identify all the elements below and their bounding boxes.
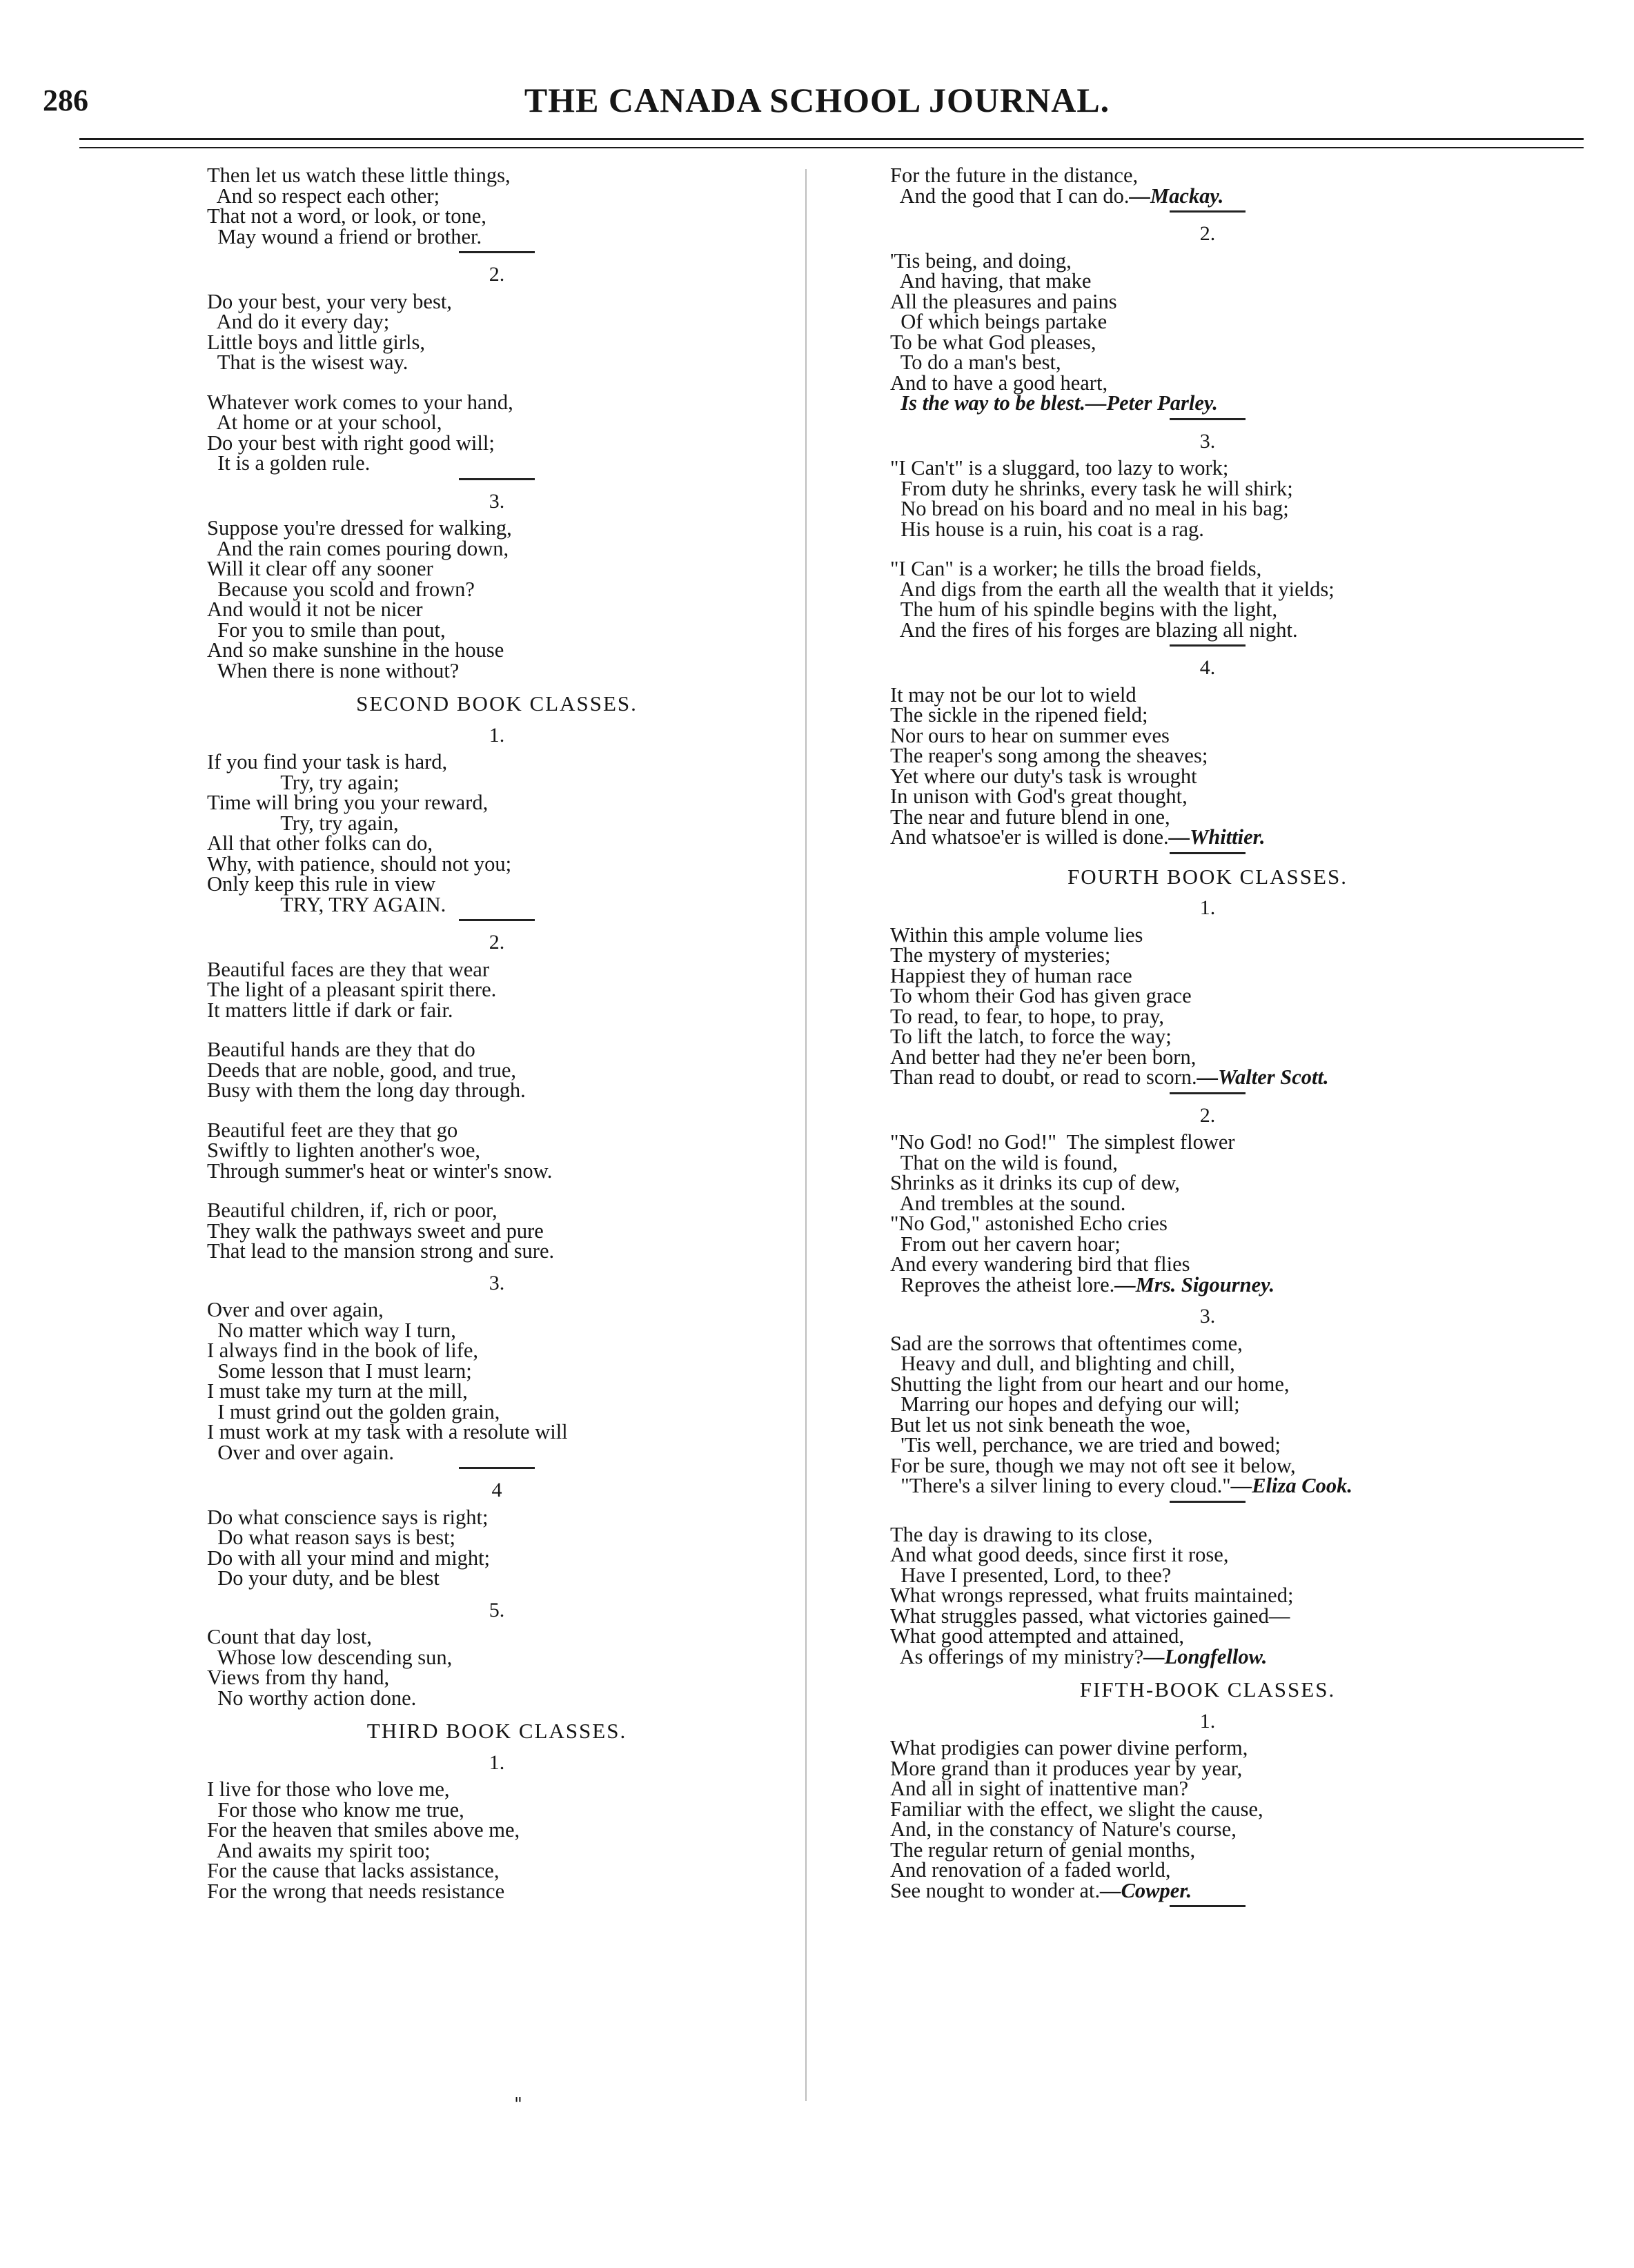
poem-line-with-attribution <box>890 1878 1525 1902</box>
poem-line: The day is drawing to its close, <box>890 1522 1153 1546</box>
section-heading-fourth-book: FOURTH BOOK CLASSES. <box>1067 864 1348 889</box>
poem-stanza <box>207 752 787 915</box>
poem-line: Of which beings partake <box>890 310 1108 333</box>
poem-line: From out her cavern hoar; <box>890 1232 1121 1256</box>
poem-line: What struggles passed, what victories gained— <box>890 1604 1290 1628</box>
poem-line: 'Tis being, and doing, <box>890 248 1072 273</box>
poem-line: And better had they ne'er been born, <box>890 1045 1197 1069</box>
poem-line: To whom their God has given grace <box>890 984 1192 1007</box>
poem-line: The light of a pleasant spirit there. <box>207 978 497 1001</box>
section-heading-second-book: SECOND BOOK CLASSES. <box>356 691 638 716</box>
attribution: —Longfellow. <box>1143 1644 1268 1668</box>
page-number: 286 <box>43 83 88 117</box>
poem-line: For be sure, though we may not oft see it below, <box>890 1453 1296 1477</box>
poem-stanza <box>207 1505 787 1590</box>
attribution: —Peter Parley. <box>1085 391 1218 415</box>
poem-line: What prodigies can power divine perform, <box>890 1736 1248 1759</box>
poem-line: And so respect each other; <box>207 184 440 208</box>
poem-line: All the pleasures and pains <box>890 289 1117 313</box>
poem-line: And the fires of his forges are blazing all night. <box>890 618 1298 642</box>
separator-rule <box>459 478 535 480</box>
poem-line: Happiest they of human race <box>890 963 1132 987</box>
poem-line: Beautiful faces are they that wear <box>207 957 489 981</box>
poem-stanza <box>890 1331 1525 1477</box>
poem-line: But let us not sink beneath the woe, <box>890 1412 1191 1437</box>
poem-line: I always find in the book of life, <box>207 1339 479 1362</box>
poem-line: And whatsoe'er is willed is done. <box>890 825 1169 849</box>
attribution: —Eliza Cook. <box>1230 1474 1352 1497</box>
left-column <box>207 166 787 1902</box>
poem-line: Whatever work comes to your hand, <box>207 390 513 414</box>
poem-line: And awaits my spirit too; <box>207 1838 431 1862</box>
poem-line: Some lesson that I must learn; <box>207 1359 472 1383</box>
poem-line: What wrongs repressed, what fruits maintained; <box>890 1584 1294 1607</box>
poem-stanza <box>207 1040 787 1101</box>
poem-line-with-attribution <box>890 1476 1525 1497</box>
poem-line: That lead to the mansion strong and sure. <box>207 1239 555 1263</box>
journal-title: THE CANADA SCHOOL JOURNAL. <box>524 81 1110 119</box>
poem-line: Try, try again, <box>207 811 399 835</box>
poem-line: No matter which way I turn, <box>207 1318 456 1342</box>
poem-stanza <box>890 1522 1525 1648</box>
poem-line: Try, try again; <box>207 770 400 794</box>
poem-line: From duty he shrinks, every task he will shirk; <box>890 476 1293 500</box>
poem-line: "I Can't" is a sluggard, too lazy to work; <box>890 456 1229 480</box>
poem-line: Do what conscience says is right; <box>207 1505 489 1529</box>
poem-line: Suppose you're dressed for walking, <box>207 516 512 540</box>
poem-line: Only keep this rule in view <box>207 872 436 896</box>
poem-line: And what good deeds, since first it rose, <box>890 1543 1229 1566</box>
poem-line: Through summer's heat or winter's snow. <box>207 1158 553 1183</box>
poem-stanza <box>890 166 1525 206</box>
poem-line: To lift the latch, to force the way; <box>890 1025 1172 1048</box>
poem-line: It is a golden rule. <box>207 451 371 475</box>
poem-line: And so make sunshine in the house <box>207 638 504 662</box>
poem-line: Do your duty, and be blest <box>207 1566 440 1590</box>
poem-stanza <box>890 1132 1525 1275</box>
poem-line: Is the way to be blest. <box>890 391 1085 415</box>
poem-stanza <box>207 1118 787 1183</box>
poem-stanza <box>207 166 787 247</box>
poem-line: I must take my turn at the mill, <box>207 1379 468 1403</box>
poem-number: 3. <box>489 489 505 513</box>
poem-line: For those who know me true, <box>207 1797 464 1822</box>
separator-rule <box>1170 1905 1246 1907</box>
poem-stanza <box>207 957 787 1022</box>
poem-line: Within this ample volume lies <box>890 923 1143 947</box>
poem-line: Whose low descending sun, <box>207 1645 453 1669</box>
poem-line: Do your best with right good will; <box>207 431 495 455</box>
poem-line-with-attribution <box>890 1272 1525 1296</box>
poem-line: I must grind out the golden grain, <box>207 1399 500 1423</box>
poem-line: To be what God pleases, <box>890 330 1096 354</box>
poem-line: That on the wild is found, <box>890 1150 1118 1174</box>
poem-number: 2. <box>489 263 505 286</box>
poem-number: 2. <box>1199 222 1216 245</box>
poem-line: See nought to wonder at. <box>890 1878 1101 1902</box>
poem-line: And would it not be nicer <box>207 598 423 621</box>
poem-line: Heavy and dull, and blighting and chill, <box>890 1352 1235 1375</box>
poem-line: At home or at your school, <box>207 411 442 434</box>
poem-line: That is the wisest way. <box>207 351 408 374</box>
poem-line: For the heaven that smiles above me, <box>207 1818 520 1842</box>
poem-stanza <box>207 1300 787 1463</box>
poem-line: Swiftly to lighten another's woe, <box>207 1138 481 1162</box>
poem-line-with-attribution <box>890 1067 1525 1088</box>
column-divider <box>805 169 807 2101</box>
poem-number: 5. <box>489 1598 505 1621</box>
poem-stanza <box>890 682 1525 829</box>
attribution: —Mrs. Sigourney. <box>1114 1272 1275 1296</box>
poem-line: "No God! no God!" The simplest flower <box>890 1130 1235 1154</box>
poem-line: The regular return of genial months, <box>890 1837 1196 1862</box>
poem-number: 2. <box>489 931 505 954</box>
poem-number: 4 <box>491 1479 502 1501</box>
poem-line: Have I presented, Lord, to thee? <box>890 1563 1172 1587</box>
poem-number: 4. <box>1199 656 1216 679</box>
poem-line: Do what reason says is best; <box>207 1526 456 1549</box>
poem-number: 1. <box>489 723 505 747</box>
poem-line: More grand than it produces year by year, <box>890 1756 1243 1780</box>
separator-rule <box>459 251 535 253</box>
poem-line: Marring our hopes and defying our will; <box>890 1392 1240 1416</box>
separator-rule <box>1170 1501 1246 1503</box>
poem-line: "There's a silver lining to every cloud." <box>890 1474 1231 1497</box>
poem-line: The sickle in the ripened field; <box>890 703 1148 727</box>
separator-rule <box>1170 210 1246 213</box>
poem-number: 1. <box>1199 1709 1216 1733</box>
poem-line: Shutting the light from our heart and our home, <box>890 1372 1290 1396</box>
separator-rule <box>459 919 535 921</box>
poem-line: Do your best, your very best, <box>207 289 452 313</box>
separator-rule <box>1170 418 1246 420</box>
poem-line: And trembles at the sound. <box>890 1191 1126 1215</box>
poem-line: For the future in the distance, <box>890 164 1139 187</box>
poem-line: Will it clear off any sooner <box>207 557 433 580</box>
attribution: —Walter Scott. <box>1197 1065 1329 1089</box>
poem-stanza <box>207 390 787 475</box>
poem-line: To read, to fear, to hope, to pray, <box>890 1004 1164 1028</box>
poem-stanza <box>890 925 1525 1068</box>
poem-line: I must work at my task with a resolute will <box>207 1420 568 1443</box>
poem-line: Count that day lost, <box>207 1625 372 1648</box>
footer-mark: " <box>514 2094 522 2115</box>
attribution: —Whittier. <box>1168 825 1266 849</box>
poem-line: And renovation of a faded world, <box>890 1858 1171 1882</box>
poem-line: His house is a ruin, his coat is a rag. <box>890 517 1204 541</box>
poem-line: Yet where our duty's task is wrought <box>890 764 1197 788</box>
poem-line: And, in the constancy of Nature's course, <box>890 1817 1237 1841</box>
poem-line: They walk the pathways sweet and pure <box>207 1219 544 1243</box>
poem-line: Over and over again. <box>207 1440 395 1464</box>
poem-line: All that other folks can do, <box>207 831 433 855</box>
poem-stanza <box>207 1201 787 1262</box>
separator-rule <box>1170 852 1246 854</box>
poem-line: TRY, TRY AGAIN. <box>207 892 446 916</box>
attribution: —Cowper. <box>1100 1878 1192 1902</box>
poem-line: Busy with them the long day through. <box>207 1078 526 1102</box>
poem-line: Beautiful hands are they that do <box>207 1038 475 1061</box>
poem-line: Familiar with the effect, we slight the cause, <box>890 1797 1263 1821</box>
header-rule <box>79 138 1584 148</box>
poem-line: Views from thy hand, <box>207 1666 390 1689</box>
poem-number: 3. <box>1199 429 1216 453</box>
poem-line: Why, with patience, should not you; <box>207 851 512 876</box>
poem-line: Over and over again, <box>207 1298 384 1321</box>
poem-line: In unison with God's great thought, <box>890 785 1188 808</box>
poem-line: Beautiful feet are they that go <box>207 1118 458 1142</box>
poem-line: Do with all your mind and might; <box>207 1546 491 1570</box>
poem-line: May wound a friend or brother. <box>207 224 482 248</box>
poem-line-with-attribution <box>890 393 1525 414</box>
poem-line: No worthy action done. <box>207 1686 417 1710</box>
poem-line: For the cause that lacks assistance, <box>207 1859 500 1882</box>
poem-stanza <box>207 1627 787 1708</box>
poem-line: Because you scold and frown? <box>207 577 475 601</box>
poem-line: The near and future blend in one, <box>890 805 1170 829</box>
poem-number: 1. <box>1199 896 1216 919</box>
poem-line: What good attempted and attained, <box>890 1624 1185 1648</box>
right-column <box>890 166 1525 1910</box>
poem-stanza <box>890 559 1525 640</box>
poem-line: To do a man's best, <box>890 351 1061 374</box>
page-header <box>0 76 1634 131</box>
poem-stanza <box>890 458 1525 540</box>
section-heading-fifth-book: FIFTH-BOOK CLASSES. <box>1079 1677 1336 1702</box>
poem-number: 3. <box>1199 1305 1216 1328</box>
poem-line: Sad are the sorrows that oftentimes come, <box>890 1331 1243 1355</box>
section-heading-third-book: THIRD BOOK CLASSES. <box>366 1719 627 1743</box>
poem-number: 2. <box>1199 1103 1216 1127</box>
separator-rule <box>459 1467 535 1469</box>
poem-number: 3. <box>489 1271 505 1294</box>
poem-line: "I Can" is a worker; he tills the broad fields, <box>890 557 1262 580</box>
poem-line: And all in sight of inattentive man? <box>890 1777 1188 1800</box>
poem-line: And every wandering bird that flies <box>890 1252 1190 1276</box>
poem-stanza <box>890 1738 1525 1881</box>
separator-rule <box>1170 644 1246 647</box>
poem-line: The hum of his spindle begins with the light, <box>890 598 1278 621</box>
poem-line: For the wrong that needs resistance <box>207 1879 505 1903</box>
poem-line: And the rain comes pouring down, <box>207 536 509 560</box>
poem-stanza <box>207 518 787 681</box>
poem-stanza <box>890 248 1525 395</box>
poem-line-with-attribution <box>890 186 1525 207</box>
poem-line: And to have a good heart, <box>890 371 1108 395</box>
poem-line: I live for those who love me, <box>207 1777 450 1801</box>
poem-stanza <box>207 1779 787 1902</box>
poem-line: When there is none without? <box>207 658 460 682</box>
poem-line: And do it every day; <box>207 310 390 333</box>
poem-number: 1. <box>489 1751 505 1774</box>
poem-line-with-attribution <box>890 827 1525 848</box>
poem-line: No bread on his board and no meal in his bag; <box>890 497 1289 520</box>
poem-line: Then let us watch these little things, <box>207 164 511 187</box>
poem-line: The mystery of mysteries; <box>890 943 1111 967</box>
poem-line: And having, that make <box>890 269 1092 293</box>
poem-line: Little boys and little girls, <box>207 330 425 354</box>
poem-line: Than read to doubt, or read to scorn. <box>890 1065 1197 1089</box>
separator-rule <box>1170 1092 1246 1094</box>
attribution: —Mackay. <box>1129 184 1224 208</box>
poem-line: It matters little if dark or fair. <box>207 998 453 1022</box>
poem-line: It may not be our lot to wield <box>890 682 1136 707</box>
poem-line: And the good that I can do. <box>890 184 1130 208</box>
poem-line: Reproves the atheist lore. <box>890 1272 1115 1296</box>
poem-line: Nor ours to hear on summer eves <box>890 723 1170 747</box>
poem-line: Beautiful children, if, rich or poor, <box>207 1199 498 1222</box>
poem-line: The reaper's song among the sheaves; <box>890 744 1208 767</box>
poem-stanza <box>207 289 787 374</box>
poem-line: For you to smile than pout, <box>207 618 446 642</box>
poem-line: "No God," astonished Echo cries <box>890 1212 1168 1235</box>
poem-line-with-attribution <box>890 1644 1525 1668</box>
poem-line: 'Tis well, perchance, we are tried and bowed; <box>890 1433 1281 1457</box>
poem-line: And digs from the earth all the wealth that it yields; <box>890 577 1335 601</box>
poem-line: Shrinks as it drinks its cup of dew, <box>890 1171 1180 1194</box>
poem-line: As offerings of my ministry? <box>890 1644 1144 1668</box>
poem-line: Deeds that are noble, good, and true, <box>207 1058 517 1082</box>
poem-line: Time will bring you your reward, <box>207 791 489 814</box>
poem-line: That not a word, or look, or tone, <box>207 204 486 228</box>
poem-line: If you find your task is hard, <box>207 750 448 773</box>
